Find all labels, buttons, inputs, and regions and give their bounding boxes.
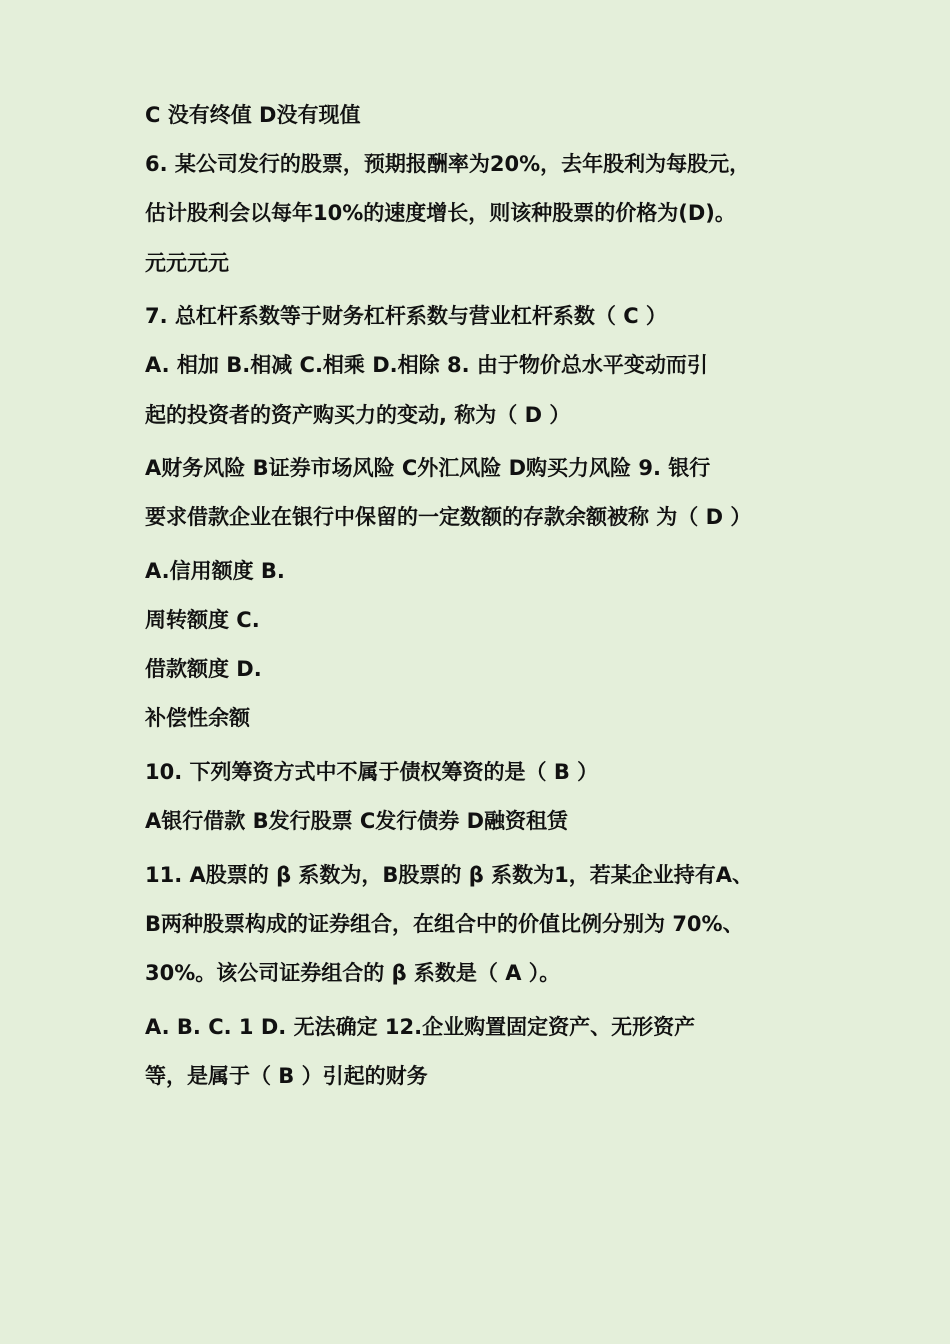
- question-11-line-2: B两种股票构成的证券组合，在组合中的价值比例分别为 70%、: [145, 912, 744, 936]
- question-9-line-2: 要求借款企业在银行中保留的一定数额的存款余额被称 为（ D ）: [145, 505, 752, 529]
- question-10: 10. 下列筹资方式中不属于债权筹资的是（ B ）: [145, 760, 599, 784]
- question-11-options: A. B. C. 1 D. 无法确定 12.企业购置固定资产、无形资产: [145, 1015, 696, 1039]
- question-9-option-b: 周转额度 C.: [145, 608, 260, 632]
- question-10-options: A银行借款 B发行股票 C发行债券 D融资租赁: [145, 809, 569, 833]
- question-11-line-1: 11. A股票的 β 系数为，B股票的 β 系数为1，若某企业持有A、: [145, 863, 753, 887]
- question-11-line-3: 30%。该公司证券组合的 β 系数是（ A ）。: [145, 961, 561, 985]
- question-8-options: A财务风险 B证券市场风险 C外汇风险 D购买力风险 9. 银行: [145, 456, 711, 480]
- question-12-line-2: 等，是属于（ B ）引起的财务: [145, 1064, 428, 1088]
- question-7-options: A. 相加 B.相减 C.相乘 D.相除 8. 由于物价总水平变动而引: [145, 353, 708, 377]
- question-9-option-a: A.信用额度 B.: [145, 559, 285, 583]
- text-line-1: C 没有终值 D没有现值: [145, 103, 361, 127]
- question-9-option-c: 借款额度 D.: [145, 657, 262, 681]
- question-6-line-1: 6. 某公司发行的股票，预期报酬率为20%，去年股利为每股元，: [145, 152, 751, 176]
- question-8-line-2: 起的投资者的资产购买力的变动, 称为（ D ）: [145, 403, 571, 427]
- question-9-option-d: 补偿性余额: [145, 706, 250, 730]
- question-6-options: 元元元元: [145, 251, 229, 275]
- question-6-line-2: 估计股利会以每年10%的速度增长，则该种股票的价格为(D)。: [145, 201, 736, 225]
- question-7: 7. 总杠杆系数等于财务杠杆系数与营业杠杆系数（ C ）: [145, 304, 667, 328]
